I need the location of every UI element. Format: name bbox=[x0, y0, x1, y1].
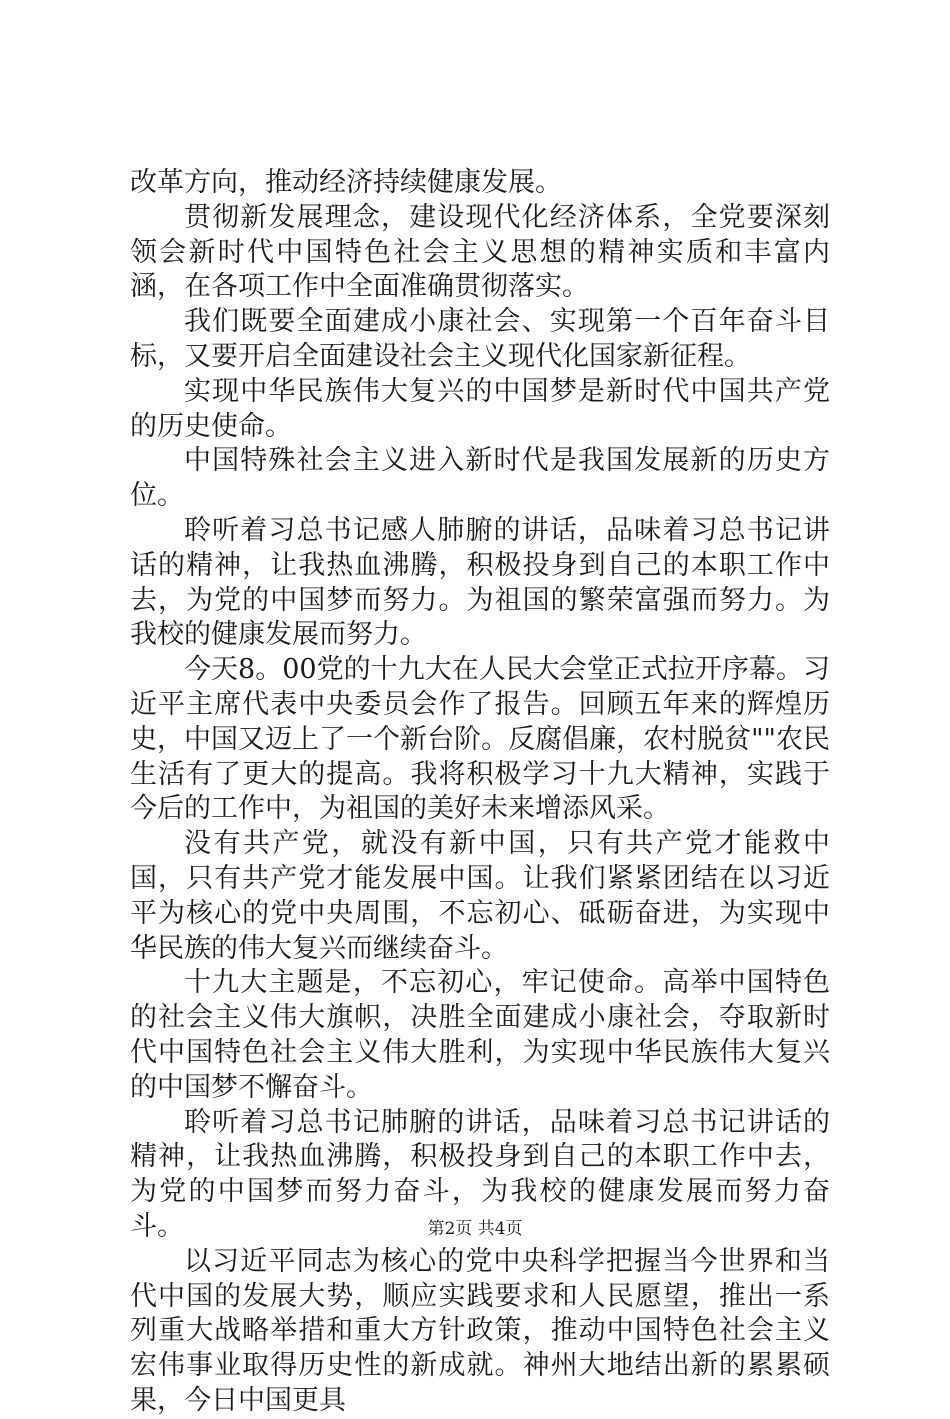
paragraph-10: 聆听着习总书记肺腑的讲话，品味着习总书记讲话的精神，让我热血沸腾，积极投身到自己的本职工作中去，为党的中国梦而努力奋斗，为我校的健康发展而努力奋斗。 bbox=[130, 1106, 830, 1242]
paragraph-6: 聆听着习总书记感人肺腑的讲话，品味着习总书记讲话的精神，让我热血沸腾，积极投身到自己的本职工作中去，为党的中国梦而努力。为祖国的繁荣富强而努力。为我校的健康发展而努力。 bbox=[130, 514, 830, 651]
paragraph-7: 今天8。00党的十九大在人民大会堂正式拉开序幕。习近平主席代表中央委员会作了报告。回顾五年来的辉煌历史，中国又迈上了一个新台阶。反腐倡廉，农村脱贫""农民生活有了更大的提高。我将积极学习十九大精神，实践于今后的工作中，为祖国的美好未来增添风采。 bbox=[130, 654, 830, 825]
paragraph-4: 实现中华民族伟大复兴的中国梦是新时代中国共产党的历史使命。 bbox=[130, 375, 830, 442]
paragraph-1: 改革方向，推动经济持续健康发展。 bbox=[130, 167, 562, 198]
paragraph-11: 以习近平同志为核心的党中央科学把握当今世界和当代中国的发展大势，顺应实践要求和人民愿望，推出一系列重大战略举措和重大方针政策，推动中国特色社会主义宏伟事业取得历史性的新成就。神州大地结出新的累累硕果，今日中国更具 bbox=[130, 1245, 830, 1416]
page-footer: 第2页 共4页 bbox=[427, 1219, 523, 1239]
paragraph-2: 贯彻新发展理念，建设现代化经济体系，全党要深刻领会新时代中国特色社会主义思想的精神实质和丰富内涵，在各项工作中全面准确贯彻落实。 bbox=[130, 201, 830, 303]
paragraph-9: 十九大主题是，不忘初心，牢记使命。高举中国特色的社会主义伟大旗帜，决胜全面建成小康社会，夺取新时代中国特色社会主义伟大胜利，为实现中华民族伟大复兴的中国梦不懈奋斗。 bbox=[130, 967, 830, 1103]
paragraph-8: 没有共产党，就没有新中国，只有共产党才能救中国，只有共产党才能发展中国。让我们紧紧团结在以习近平为核心的党中央周围，不忘初心、砥砺奋进，为实现中华民族的伟大复兴而继续奋斗。 bbox=[130, 828, 830, 964]
paragraph-5: 中国特殊社会主义进入新时代是我国发展新的历史方位。 bbox=[130, 445, 830, 512]
paragraph-3: 我们既要全面建成小康社会、实现第一个百年奋斗目标，又要开启全面建设社会主义现代化国家新征程。 bbox=[130, 306, 830, 372]
